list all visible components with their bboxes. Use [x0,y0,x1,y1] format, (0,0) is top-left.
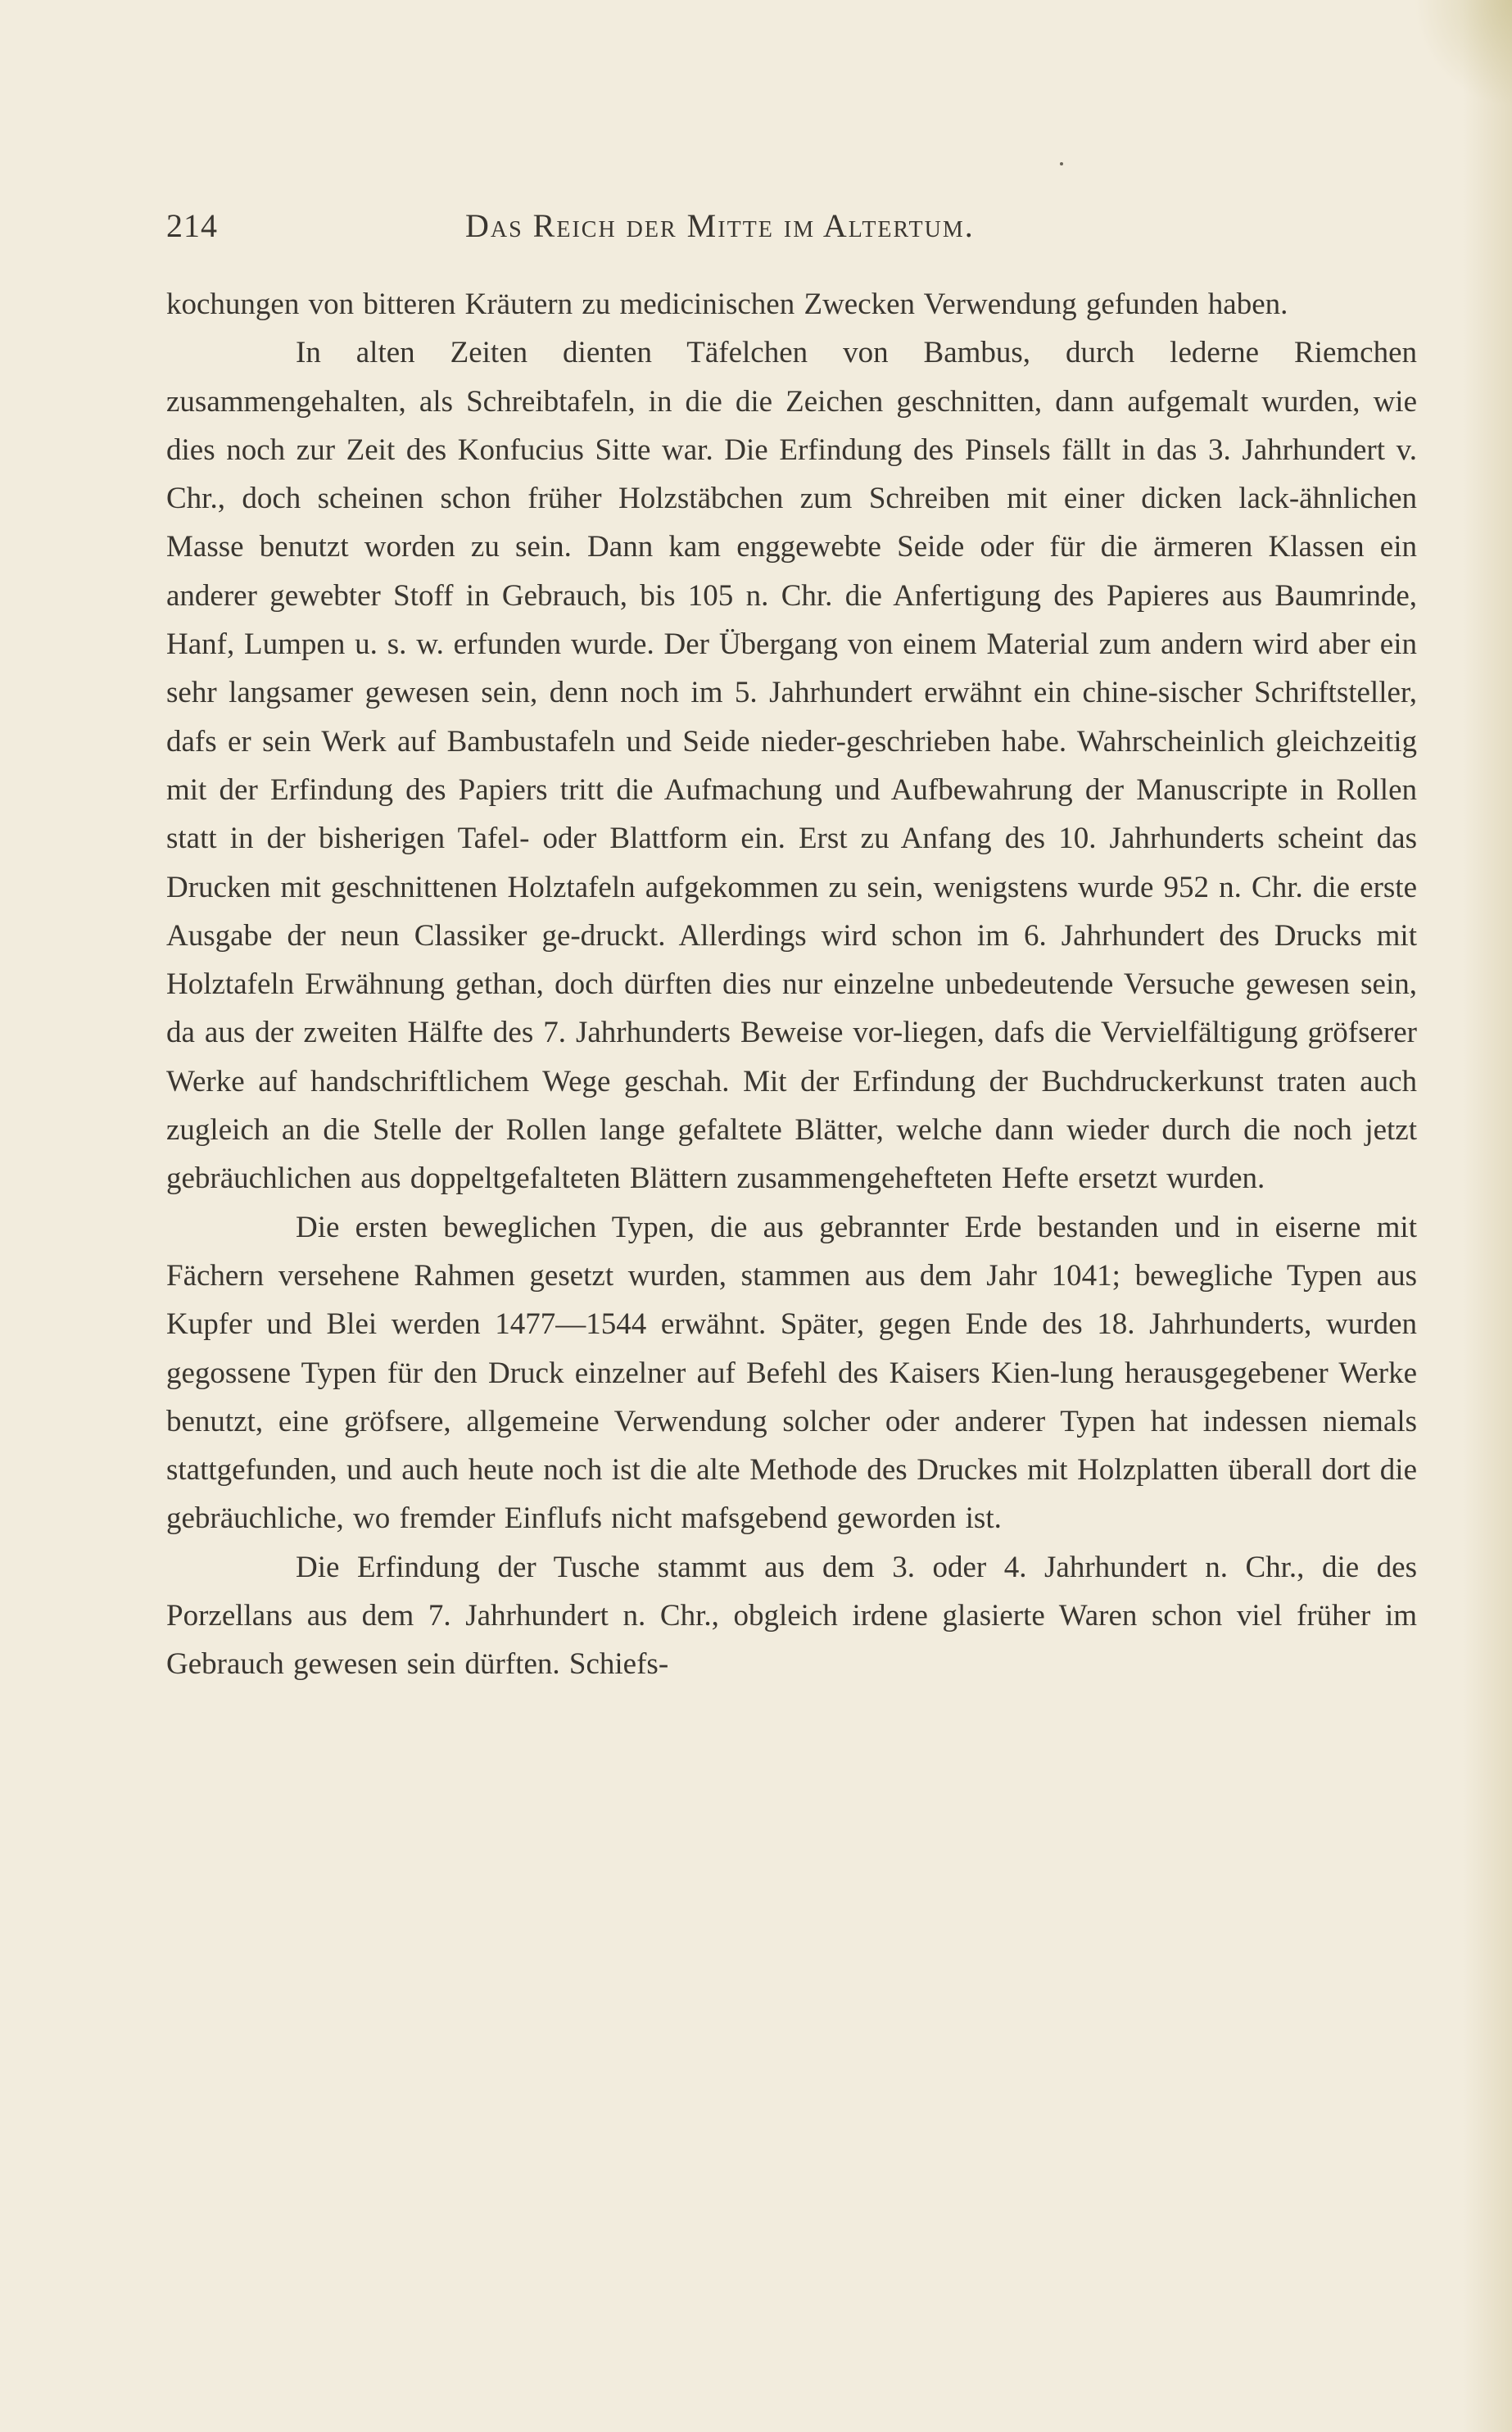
paragraph-continuation: kochungen von bitteren Kräutern zu medicinischen Zwecken Verwendung gefunden haben. [166,288,1288,321]
paragraph-writing-materials: In alten Zeiten dienten Täfelchen von Bambus, durch lederne Riemchen zusammengehalten, als Schreibtafeln, in die die Zeichen geschnitten, dann aufgemalt wurden, wie dies noch zur Zeit des Konfucius Sitte war. Die Erfindung des Pinsels fällt in das 3. Jahrhundert v. Chr., doch scheinen schon früher Holzstäbchen zum Schreiben mit einer dicken lack-ähnlichen Masse benutzt worden zu sein. Dann kam enggewebte Seide oder für die ärmeren Klassen ein anderer gewebter Stoff in Gebrauch, bis 105 n. Chr. die Anfertigung des Papieres aus Baumrinde, Hanf, Lumpen u. s. w. erfunden wurde. Der Übergang von einem Material zum andern wird aber ein sehr langsamer gewesen sein, denn noch im 5. Jahrhundert erwähnt ein chine-sischer Schriftsteller, dafs er sein Werk auf Bambustafeln und Seide nieder-geschrieben habe. Wahrscheinlich gleichzeitig mit der Erfindung des Papiers tritt die Aufmachung und Aufbewahrung der Manuscripte in Rollen statt in der bisherigen Tafel- oder Blattform ein. Erst zu Anfang des 10. Jahrhunderts scheint das Drucken mit geschnittenen Holztafeln aufgekommen zu sein, wenigstens wurde 952 n. Chr. die erste Ausgabe der neun Classiker ge-druckt. Allerdings wird schon im 6. Jahrhundert des Drucks mit Holztafeln Erwähnung gethan, doch dürften dies nur einzelne unbedeutende Versuche gewesen sein, da aus der zweiten Hälfte des 7. Jahrhunderts Beweise vor-liegen, dafs die Vervielfältigung gröfserer Werke auf handschriftlichem Wege geschah. Mit der Erfindung der Buchdruckerkunst traten auch zugleich an die Stelle der Rollen lange gefaltete Blätter, welche dann wieder durch die noch jetzt gebräuchlichen aus doppeltgefalteten Blättern zusammengehefteten Hefte ersetzt wurden. [166,336,1417,1196]
dust-speck [1060,162,1063,165]
paragraph-ink-porcelain: Die Erfindung der Tusche stammt aus dem 3. oder 4. Jahrhundert n. Chr., die des Porzellans aus dem 7. Jahrhundert n. Chr., obgleich irdene glasierte Waren schon viel früher im Gebrauch gewesen sein dürften. Schiefs- [166,1550,1417,1682]
paragraph-movable-type: Die ersten beweglichen Typen, die aus gebrannter Erde bestanden und in eiserne mit Fächern versehene Rahmen gesetzt wurden, stammen aus dem Jahr 1041; bewegliche Typen aus Kupfer und Blei werden 1477—1544 erwähnt. Später, gegen Ende des 18. Jahrhunderts, wurden gegossene Typen für den Druck einzelner auf Befehl des Kaisers Kien-lung herausgegebener Werke benutzt, eine gröfsere, allgemeine Verwendung solcher oder anderer Typen hat indessen niemals stattgefunden, und auch heute noch ist die alte Methode des Druckes mit Holzplatten überall dort die gebräuchliche, wo fremder Einflufs nicht mafsgebend geworden ist. [166,1210,1417,1536]
page-edge-shading [1463,0,1512,2432]
running-title: Das Reich der Mitte im Altertum. [465,207,975,244]
page-number: 214 [166,207,218,244]
page-corner-stain [1414,0,1512,106]
body-text [166,280,1417,1689]
running-head [166,203,1417,249]
